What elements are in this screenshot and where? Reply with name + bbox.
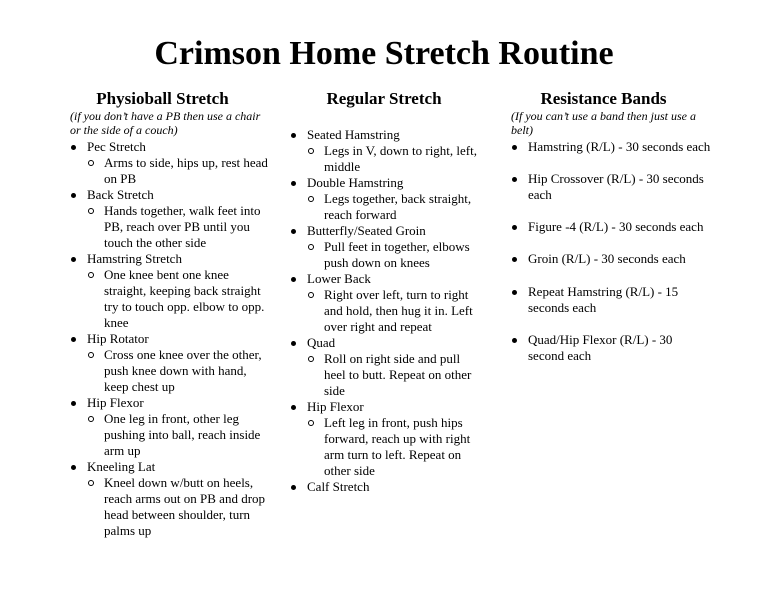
item-label: Pec Stretch bbox=[87, 139, 146, 154]
item-label: Hamstring Stretch bbox=[87, 251, 182, 266]
item-label: Back Stretch bbox=[87, 187, 154, 202]
physioball-column bbox=[70, 89, 270, 539]
column-note: (if you don’t have a PB then use a chair or the side of a couch) bbox=[70, 109, 261, 137]
item-label: Calf Stretch bbox=[307, 479, 370, 494]
list-item: Repeat Hamstring (R/L) - 15 seconds each bbox=[511, 284, 711, 316]
item-label: Seated Hamstring bbox=[307, 127, 400, 142]
column-heading: Resistance Bands bbox=[540, 89, 667, 108]
resistance-bands-column bbox=[511, 89, 711, 380]
list-item bbox=[70, 139, 270, 187]
list-item: Figure -4 (R/L) - 30 seconds each bbox=[511, 219, 711, 235]
item-label: Hip Rotator bbox=[87, 331, 149, 346]
sub-item: Right over left, turn to right and hold, then hug it in. Left over right and repeat bbox=[307, 287, 480, 335]
list-item bbox=[290, 175, 480, 223]
list-item: Groin (R/L) - 30 seconds each bbox=[511, 251, 711, 267]
column-heading: Regular Stretch bbox=[326, 89, 442, 108]
stretch-list bbox=[511, 139, 711, 364]
list-item: Hamstring (R/L) - 30 seconds each bbox=[511, 139, 711, 155]
item-label: Hip Flexor bbox=[307, 399, 364, 414]
sub-item: One leg in front, other leg pushing into ball, reach inside arm up bbox=[87, 411, 270, 459]
sub-item: Hands together, walk feet into PB, reach over PB until you touch the other side bbox=[87, 203, 270, 251]
sub-item: One knee bent one knee straight, keeping back straight try to touch opp. elbow to opp. knee bbox=[87, 267, 270, 331]
list-item bbox=[290, 335, 480, 399]
page-title: Crimson Home Stretch Routine bbox=[154, 35, 614, 72]
item-label: Butterfly/Seated Groin bbox=[307, 223, 426, 238]
list-item bbox=[290, 479, 480, 495]
sub-item: Cross one knee over the other, push knee down with hand, keep chest up bbox=[87, 347, 270, 395]
list-item bbox=[290, 399, 480, 479]
sub-item: Pull feet in together, elbows push down on knees bbox=[307, 239, 480, 271]
list-item bbox=[70, 251, 270, 331]
sub-item: Kneel down w/butt on heels, reach arms out on PB and drop head between shoulder, turn palms up bbox=[87, 475, 270, 539]
sub-item: Legs together, back straight, reach forward bbox=[307, 191, 480, 223]
sub-item: Roll on right side and pull heel to butt. Repeat on other side bbox=[307, 351, 480, 399]
list-item bbox=[70, 331, 270, 395]
item-label: Double Hamstring bbox=[307, 175, 404, 190]
item-label: Kneeling Lat bbox=[87, 459, 156, 474]
sub-item: Legs in V, down to right, left, middle bbox=[307, 143, 480, 175]
list-item: Quad/Hip Flexor (R/L) - 30 second each bbox=[511, 332, 711, 364]
list-item: Hip Crossover (R/L) - 30 seconds each bbox=[511, 171, 711, 203]
list-item bbox=[290, 223, 480, 271]
sub-item: Left leg in front, push hips forward, reach up with right arm turn to left. Repeat on other side bbox=[307, 415, 480, 479]
regular-column bbox=[290, 89, 480, 495]
list-item bbox=[70, 187, 270, 251]
column-heading: Physioball Stretch bbox=[96, 89, 229, 108]
sub-item: Arms to side, hips up, rest head on PB bbox=[87, 155, 270, 187]
stretch-list bbox=[70, 139, 270, 539]
list-item bbox=[290, 271, 480, 335]
list-item bbox=[290, 127, 480, 175]
item-label: Hip Flexor bbox=[87, 395, 144, 410]
column-note: (If you can’t use a band then just use a belt) bbox=[511, 109, 696, 137]
list-item bbox=[70, 395, 270, 459]
stretch-list bbox=[290, 127, 480, 495]
item-label: Quad bbox=[307, 335, 336, 350]
list-item bbox=[70, 459, 270, 539]
item-label: Lower Back bbox=[307, 271, 371, 286]
